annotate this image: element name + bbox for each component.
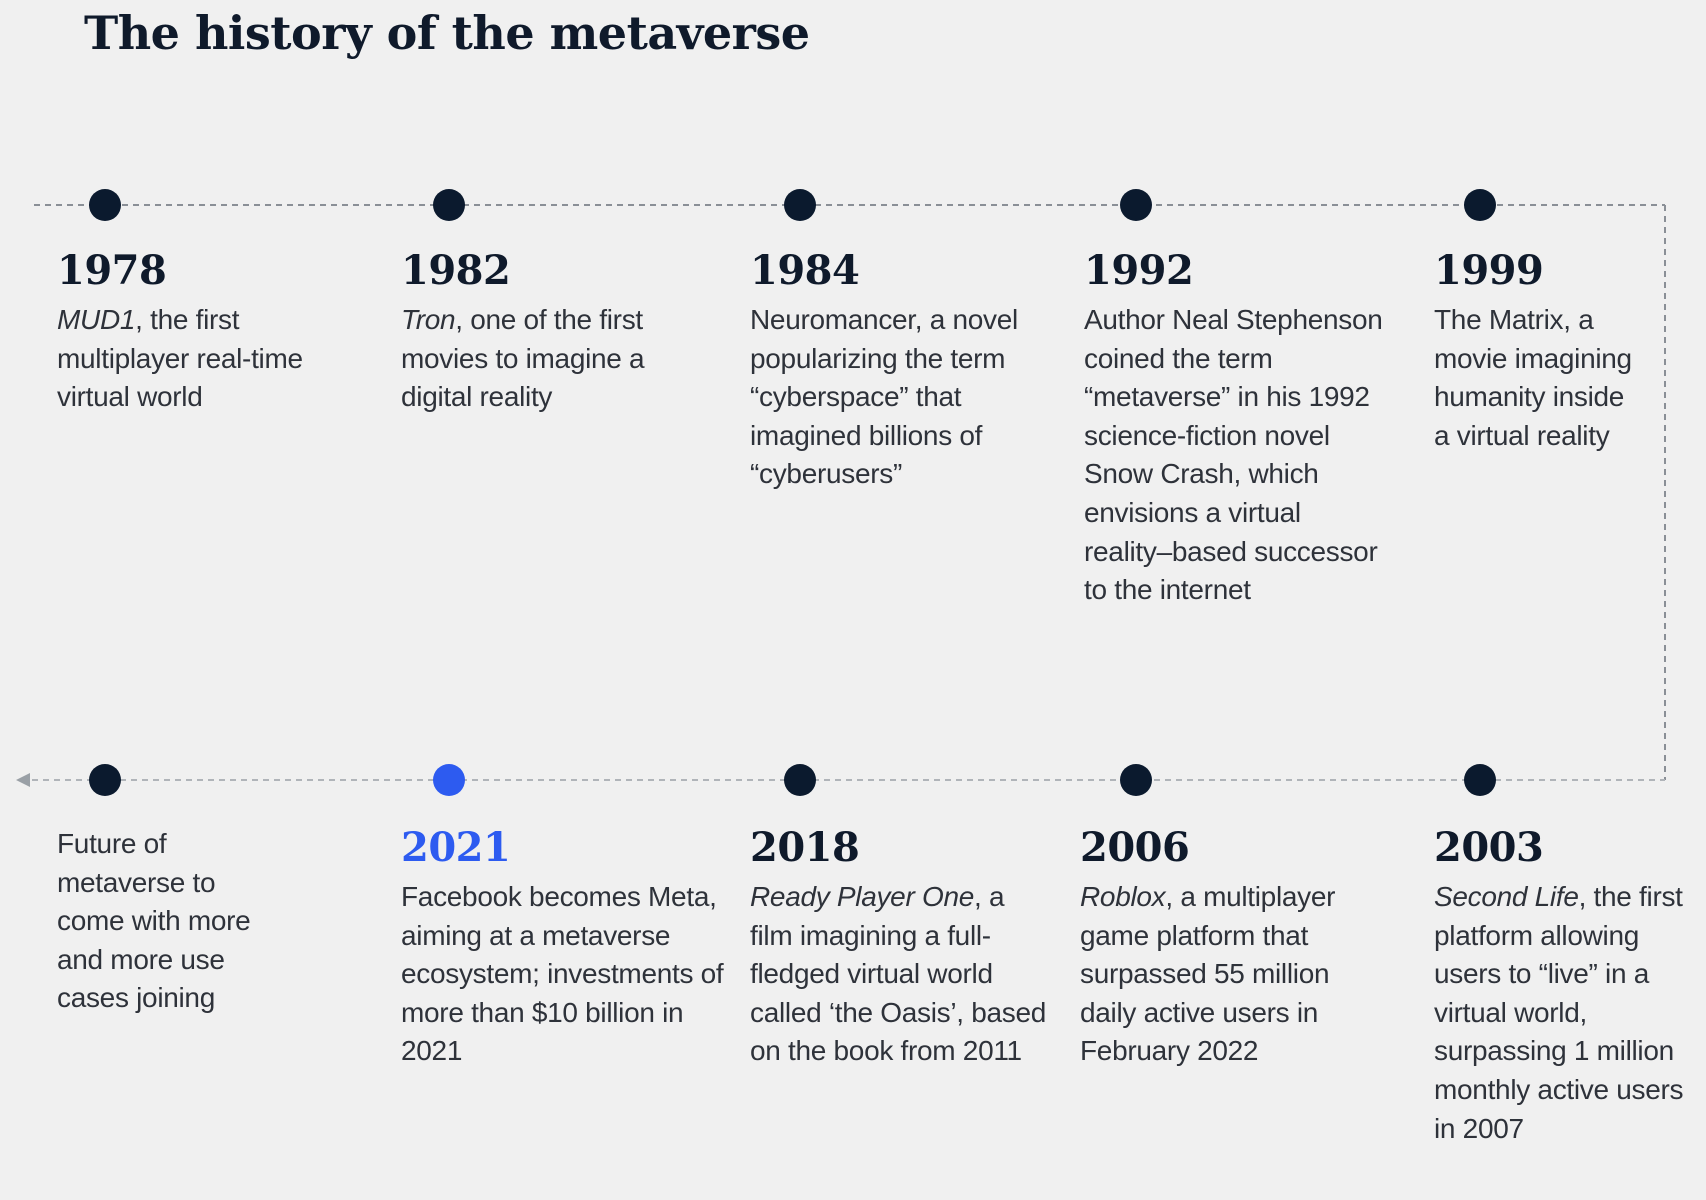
event-title-italic: Roblox [1080, 881, 1166, 912]
timeline-event-2006 [1080, 824, 1380, 1071]
timeline-dot-1992 [1120, 189, 1152, 221]
event-title-italic: Ready Player One [750, 881, 974, 912]
event-year: 2003 [1434, 824, 1544, 871]
timeline-event-2018 [750, 824, 1050, 1071]
event-description [57, 825, 287, 1018]
event-text: Facebook becomes Meta, aiming at a metaverse ecosystem; investments of more than $10 billion in 2021 [401, 881, 724, 1067]
event-text: Neuromancer, a novel popularizing the term “cyberspace” that imagined billions of “cyberusers” [750, 304, 1018, 490]
event-description [1434, 878, 1694, 1148]
event-text: , a multiplayer game platform that surpassed 55 million daily active users in February 2022 [1080, 881, 1336, 1067]
event-year: 1984 [750, 247, 860, 294]
event-year: 2021 [401, 824, 511, 871]
timeline-event-1978 [57, 247, 367, 417]
timeline-dot-1978 [89, 189, 121, 221]
timeline-dot-2003 [1464, 764, 1496, 796]
event-description [1084, 301, 1384, 610]
event-description [750, 878, 1050, 1071]
event-year: 1999 [1434, 247, 1544, 294]
event-description [750, 301, 1055, 494]
timeline-event-1982 [401, 247, 701, 417]
event-year: 1992 [1084, 247, 1194, 294]
timeline-dot-1982 [433, 189, 465, 221]
timeline-dot-2006 [1120, 764, 1152, 796]
timeline-dot-2018 [784, 764, 816, 796]
event-text: , one of the first movies to imagine a digital reality [401, 304, 645, 413]
event-year: 1982 [401, 247, 511, 294]
event-text: Author Neal Stephenson coined the term “metaverse” in his 1992 science-fiction novel Snow Crash, which envisions a virtual reality–based successor to the internet [1084, 304, 1383, 606]
timeline-event-1999 [1434, 247, 1634, 455]
page-title: The history of the metaverse [84, 6, 810, 60]
timeline-event-2021 [401, 824, 726, 1071]
event-text: The Matrix, a movie imagining humanity inside a virtual reality [1434, 304, 1632, 451]
event-year: 2006 [1080, 824, 1190, 871]
timeline-arrow-head [16, 773, 30, 787]
event-description [1434, 301, 1634, 455]
event-description [1080, 878, 1380, 1071]
timeline-dot-1999 [1464, 189, 1496, 221]
timeline-dot-1984 [784, 189, 816, 221]
event-text: , the first platform allowing users to “live” in a virtual world, surpassing 1 million monthly active users in 2007 [1434, 881, 1684, 1144]
event-year: 2018 [750, 824, 860, 871]
event-text: , a film imagining a full-fledged virtual world called ‘the Oasis’, based on the book from 2011 [750, 881, 1047, 1067]
event-title-italic: Second Life [1434, 881, 1579, 912]
timeline-event-1984 [750, 247, 1055, 494]
event-text: Future of metaverse to come with more and more use cases joining [57, 828, 251, 1014]
event-description [401, 878, 726, 1071]
timeline-event-2003 [1434, 824, 1694, 1148]
event-description [57, 301, 367, 417]
event-title-italic: MUD1 [57, 304, 136, 335]
timeline-dot-future [89, 764, 121, 796]
timeline-dot-2021 [433, 764, 465, 796]
event-title-italic: Tron [401, 304, 456, 335]
event-description [401, 301, 701, 417]
event-text: , the first multiplayer real-time virtual world [57, 304, 303, 413]
event-year: 1978 [57, 247, 167, 294]
timeline-event-future [57, 825, 287, 1018]
timeline-event-1992 [1084, 247, 1384, 610]
